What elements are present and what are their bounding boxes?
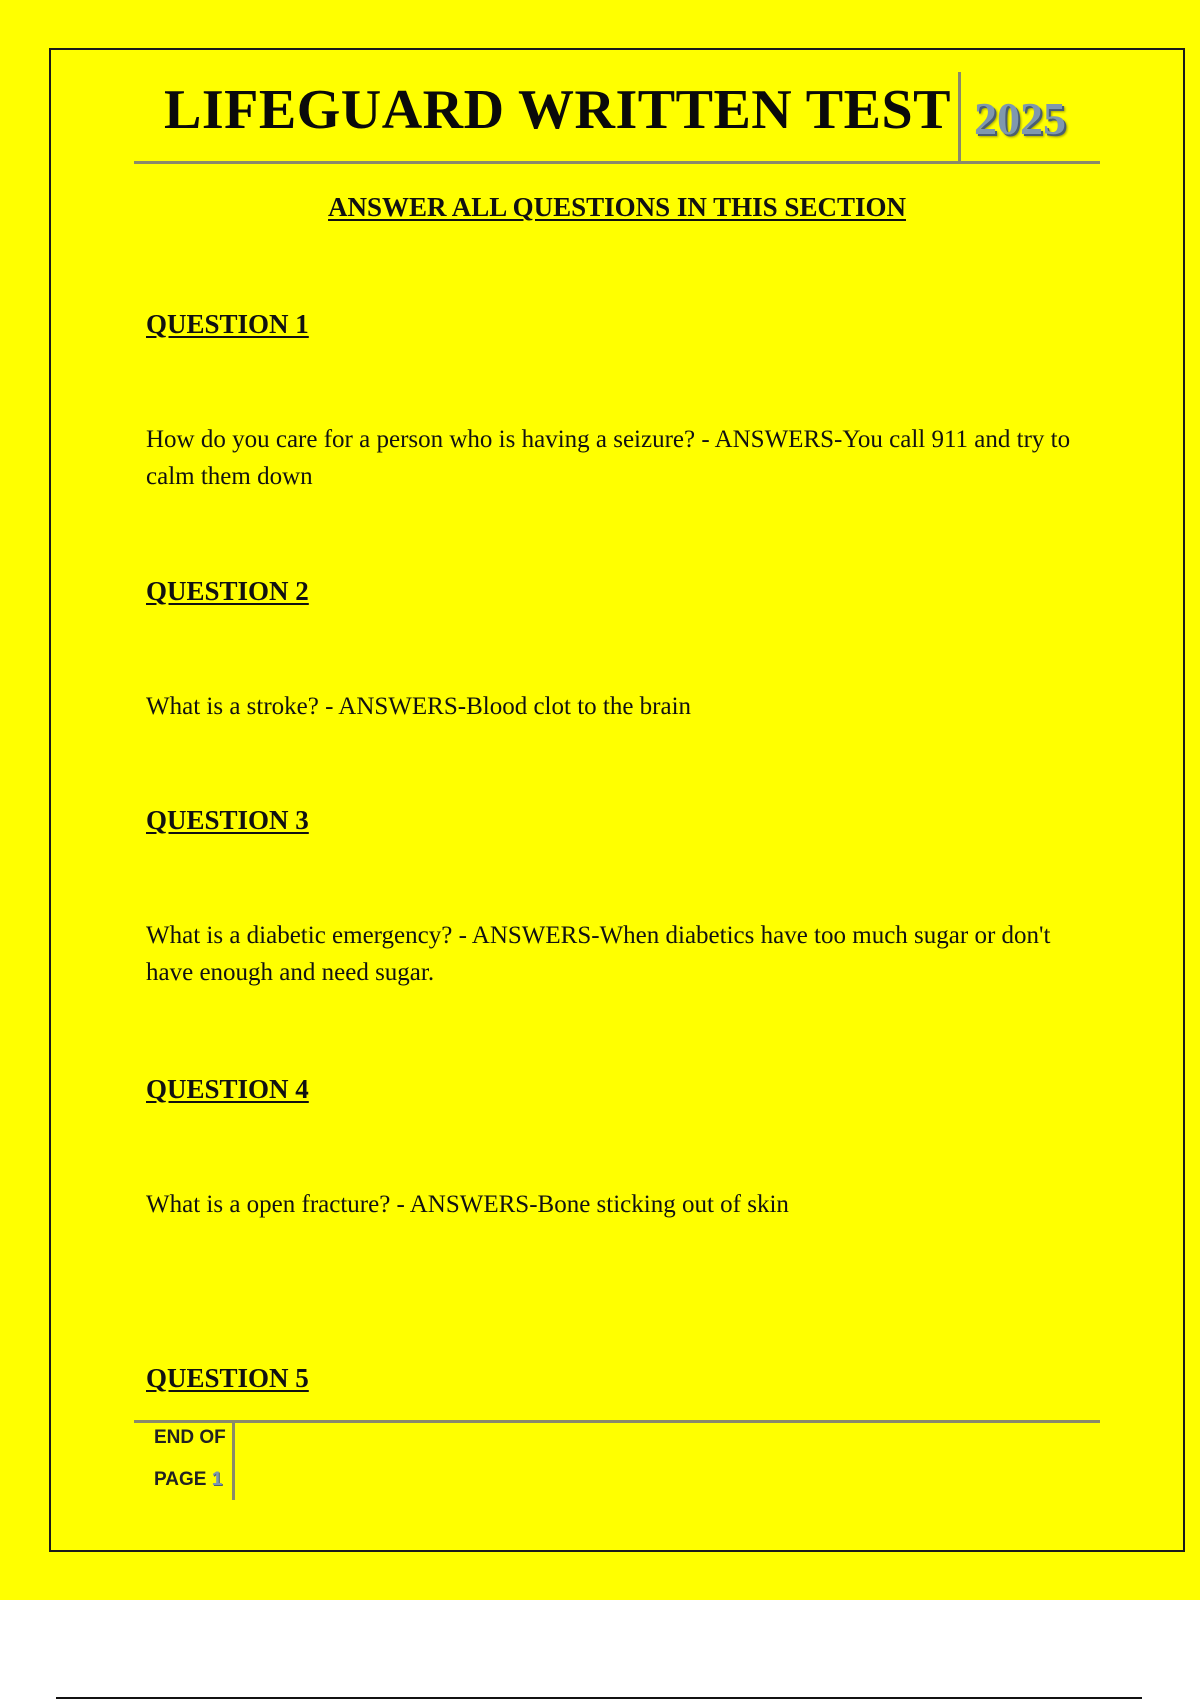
question-2-text: What is a stroke? - ANSWERS-Blood clot to the brain xyxy=(146,693,692,720)
footer-end-of: END OF xyxy=(154,1427,226,1448)
header-year: 2025 xyxy=(974,93,1066,144)
section-heading: ANSWER ALL QUESTIONS IN THIS SECTION xyxy=(328,192,906,222)
bottom-rule xyxy=(56,1697,1142,1699)
footer-rule xyxy=(134,1420,1100,1423)
question-3-text: What is a diabetic emergency? - ANSWERS-When diabetics have too much sugar or don't have enough and need sugar. xyxy=(146,922,1051,986)
question-5-heading: QUESTION 5 xyxy=(146,1363,309,1393)
footer-page-label xyxy=(154,1469,222,1491)
footer-divider xyxy=(232,1422,235,1500)
question-2-heading: QUESTION 2 xyxy=(146,576,309,606)
page-title: LIFEGUARD WRITTEN TEST xyxy=(164,79,951,141)
question-1-text: How do you care for a person who is having a seizure? - ANSWERS-You call 911 and try to calm them down xyxy=(146,426,1071,490)
header-divider xyxy=(958,72,961,162)
question-4-heading: QUESTION 4 xyxy=(146,1074,309,1104)
page-header xyxy=(134,72,1100,164)
question-1-heading: QUESTION 1 xyxy=(146,309,309,339)
footer-page-number: 1 xyxy=(211,1469,223,1490)
question-3-heading: QUESTION 3 xyxy=(146,805,309,835)
footer-page-word: PAGE xyxy=(154,1469,207,1490)
page-border xyxy=(49,48,1185,1552)
question-4-text: What is a open fracture? - ANSWERS-Bone sticking out of skin xyxy=(146,1191,789,1218)
